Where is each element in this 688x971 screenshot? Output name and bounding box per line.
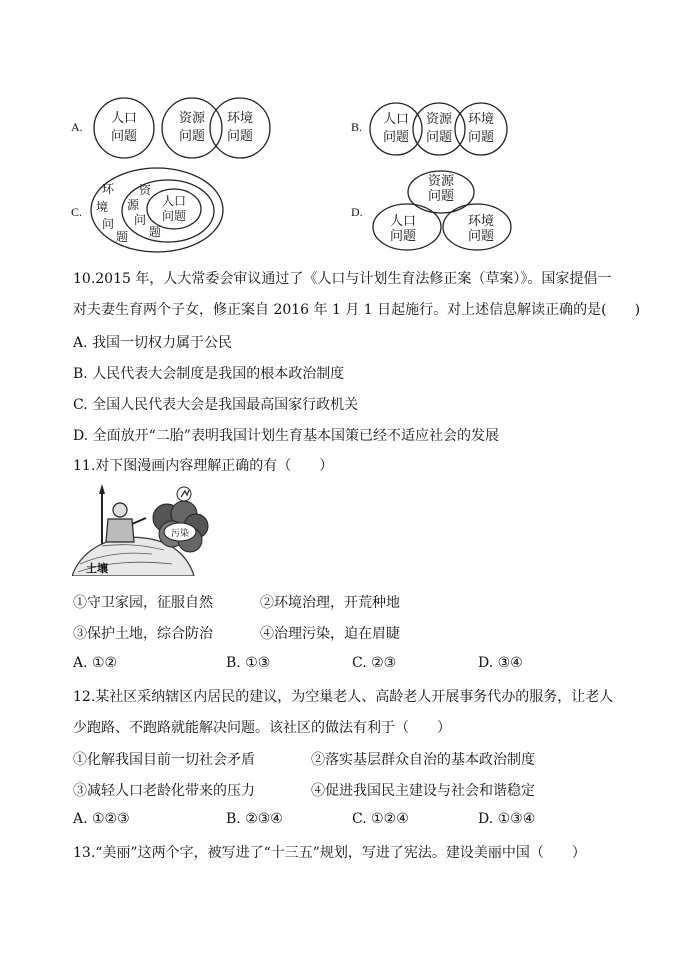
- q10-option-b: B. 人民代表大会制度是我国的根本政治制度: [73, 366, 345, 382]
- diagram-c-middle-char-2: 源: [126, 198, 140, 212]
- diagram-c-middle-char-4: 题: [148, 225, 162, 239]
- q10-stem-line2: 对夫妻生育两个子女，修正案自 2016 年 1 月 1 日起施行。对上述信息解读正确的是( ): [73, 302, 641, 318]
- q11-item-4: ④治理污染，迫在眉睫: [260, 626, 400, 642]
- q10-stem-line1: 10.2015 年，人大常委会审议通过了《人口与计划生育法修正案（草案）》。国家提倡一: [73, 271, 612, 287]
- diagram-d-environment-l2: 问题: [467, 229, 495, 244]
- cartoon-person-head: [113, 503, 127, 517]
- diagram-b-environment-l2: 问题: [467, 130, 495, 145]
- option-b-letter: B.: [351, 120, 363, 134]
- q11-choice-b: B. ①③: [226, 655, 271, 671]
- option-c-letter: C.: [71, 205, 83, 219]
- cartoon-person-body: [106, 519, 134, 542]
- diagram-c-middle-char-3: 问: [133, 213, 147, 227]
- diagram-b-circle-resources: [413, 103, 465, 155]
- diagram-d-environment-l1: 环境: [467, 214, 495, 229]
- q10-option-c: C. 全国人民代表大会是我国最高国家行政机关: [73, 397, 359, 413]
- diagram-c-middle-char-1: 资: [138, 183, 152, 197]
- diagram-b-population-l2: 问题: [382, 130, 410, 145]
- diagram-b-touching-circles: [369, 100, 509, 158]
- q10-option-d: D. 全面放开“二胎”表明我国计划生育基本国策已经不适应社会的发展: [73, 428, 499, 444]
- diagram-c-outer-char-2: 境: [95, 200, 109, 214]
- q11-item-2: ②环境治理，开荒种地: [260, 595, 400, 611]
- q12-stem-line2: 少跑路、不跑路就能解决问题。该社区的做法有利于（ ）: [73, 720, 451, 736]
- q10-option-a: A. 我国一切权力属于公民: [73, 335, 233, 351]
- q11-item-1: ①守卫家园，征服自然: [73, 595, 213, 611]
- diagram-d-resources-l2: 问题: [427, 189, 455, 204]
- diagram-b-resources-l2: 问题: [425, 130, 453, 145]
- q12-stem-line1: 12.某社区采纳辖区内居民的建议，为空巢老人、高龄老人开展事务代办的服务，让老人: [73, 689, 614, 705]
- diagram-d-population-l1: 人口: [389, 214, 417, 229]
- diagram-b-environment-l1: 环境: [467, 112, 495, 127]
- diagram-c-inner-l2: 问题: [161, 209, 187, 223]
- diagram-b-circle-environment: [455, 103, 507, 155]
- diagram-a-population-l1: 人口: [110, 111, 138, 126]
- diagram-b-population-l1: 人口: [382, 112, 410, 127]
- diagram-a-resources-l2: 问题: [178, 129, 206, 144]
- diagram-c-outer-char-1: 环: [101, 182, 115, 196]
- diagram-c-outer-char-3: 问: [101, 217, 115, 231]
- diagram-d-venn: [369, 168, 519, 254]
- diagram-c-nested-ellipses: [88, 164, 228, 256]
- diagram-a-circle-population: [94, 98, 154, 158]
- cartoon-pollution-label: 污染: [170, 529, 190, 539]
- cartoon-soil-label: 土壤: [86, 562, 108, 575]
- diagram-a-separate-circles: [88, 95, 278, 159]
- q12-choice-b: B. ②③④: [226, 811, 283, 827]
- q11-stem: 11.对下图漫画内容理解正确的有（ ）: [73, 458, 334, 474]
- q11-choice-c: C. ②③: [352, 655, 397, 671]
- diagram-d-resources-l1: 资源: [427, 174, 455, 189]
- q12-item-1: ①化解我国目前一切社会矛盾: [73, 752, 255, 768]
- diagram-b-resources-l1: 资源: [425, 112, 453, 127]
- q11-item-3: ③保护土地，综合防治: [73, 626, 213, 642]
- q12-item-4: ④促进我国民主建设与社会和谐稳定: [311, 783, 535, 799]
- q12-choice-d: D. ①③④: [478, 811, 536, 827]
- q12-choice-a: A. ①②③: [73, 811, 130, 827]
- q11-cartoon-image: [72, 484, 212, 576]
- diagram-a-circle-resources: [162, 98, 222, 158]
- option-a-letter: A.: [71, 120, 83, 134]
- q12-item-2: ②落实基层群众自治的基本政治制度: [311, 752, 535, 768]
- diagram-c-outer-char-4: 题: [115, 230, 129, 244]
- diagram-a-environment-l1: 环境: [226, 111, 254, 126]
- option-d-letter: D.: [351, 205, 363, 219]
- q11-choice-a: A. ①②: [73, 655, 118, 671]
- q12-choice-c: C. ①②④: [352, 811, 409, 827]
- diagram-a-resources-l1: 资源: [178, 111, 206, 126]
- q11-choice-d: D. ③④: [478, 655, 523, 671]
- diagram-b-circle-population: [370, 103, 422, 155]
- diagram-d-population-l2: 问题: [389, 229, 417, 244]
- diagram-c-inner-l1: 人口: [161, 194, 187, 208]
- diagram-a-circle-environment: [210, 98, 270, 158]
- diagram-a-environment-l2: 问题: [226, 129, 254, 144]
- q12-item-3: ③减轻人口老龄化带来的压力: [73, 783, 255, 799]
- q13-stem: 13.“美丽”这两个字，被写进了“十三五”规划，写进了宪法。建设美丽中国（ ）: [73, 845, 586, 861]
- diagram-a-population-l2: 问题: [110, 129, 138, 144]
